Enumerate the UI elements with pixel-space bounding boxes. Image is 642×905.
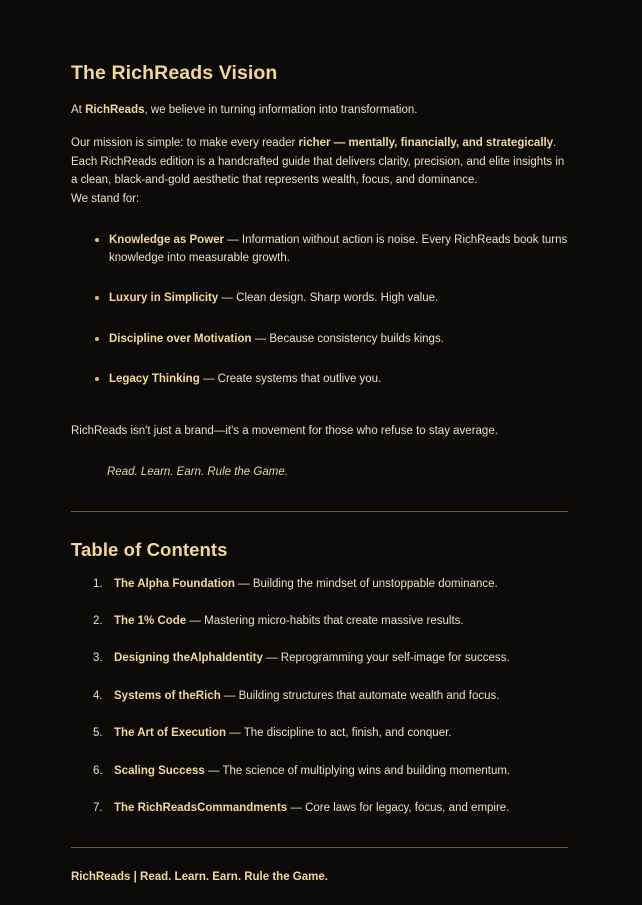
pillar-dash: — [199,373,218,386]
list-item [95,370,568,388]
toc-description: Reprogramming your self-image for success. [280,652,510,665]
tagline: Read. Learn. Earn. Rule the Game. [107,466,288,479]
pillar-title: Knowledge as Power [109,233,225,246]
mission-lead: Our mission is simple: to make every reader [71,137,299,150]
list-item[interactable] [93,575,568,593]
page-title: The RichReads Vision [71,62,278,84]
list-item[interactable] [93,612,568,630]
list-item[interactable] [93,649,568,667]
intro-before-brand: At [71,104,86,117]
toc-number: 1. [93,577,103,590]
toc-number: 5. [93,727,103,740]
toc-number: 2. [93,615,103,628]
list-item[interactable] [93,799,568,817]
bullet-dot-icon [95,337,99,341]
closing-paragraph: RichReads isn't just a brand—it's a movement for those who refuse to stay average. [71,425,498,438]
intro-paragraph [71,101,568,120]
footer-divider [71,847,568,848]
bullet-dot-icon [95,296,99,300]
toc-title: Systems of theRich [114,689,221,702]
pillar-description: Information without action is noise. Every RichReads book turns knowledge into measurable growth. [109,233,568,264]
toc-number: 4. [93,689,103,702]
toc-title: The RichReadsCommandments [114,802,288,815]
toc-list [71,575,568,818]
pillar-title: Luxury in Simplicity [109,292,219,305]
toc-description: Core laws for legacy, focus, and empire. [305,802,510,815]
pillar-dash: — [251,332,270,345]
pillar-dash: — [218,292,237,305]
list-item [95,330,568,348]
pillar-description: Because consistency builds kings. [269,332,444,345]
toc-title: The Alpha Foundation [114,577,235,590]
toc-title: Designing theAlphaIdentity [114,652,263,665]
toc-dash: — [186,615,205,628]
section-divider [71,511,568,512]
toc-dash: — [287,802,306,815]
toc-description: The science of multiplying wins and building momentum. [222,764,511,777]
toc-dash: — [204,764,223,777]
stand-for-line: We stand for: [71,192,140,205]
toc-title: The Art of Execution [114,727,227,740]
pillar-description: Clean design. Sharp words. High value. [236,292,439,305]
toc-description: Mastering micro-habits that create massive results. [204,615,464,628]
mission-emphasis: richer — mentally, financially, and strategically [298,137,554,150]
toc-heading: Table of Contents [71,539,228,561]
list-item [95,231,568,268]
list-item[interactable] [93,762,568,780]
table-of-contents-section [71,539,568,817]
pillars-list [71,231,568,389]
list-item[interactable] [93,687,568,705]
toc-number: 7. [93,802,103,815]
toc-number: 3. [93,652,103,665]
brand-name: RichReads [85,104,145,117]
toc-dash: — [262,652,281,665]
pillar-description: Create systems that outlive you. [217,373,382,386]
toc-number: 6. [93,764,103,777]
toc-title: The 1% Code [114,615,187,628]
bullet-dot-icon [95,377,99,381]
footer-text: RichReads | Read. Learn. Earn. Rule the Game. [71,871,328,884]
pillar-dash: — [224,233,242,246]
mission-paragraph [71,134,568,209]
toc-dash: — [226,727,244,740]
mission-rest: . Each RichReads edition is a handcrafted guide that delivers clarity, precision, and elite insights in a clean, black-and-gold aesthetic that represents wealth, focus, and dominance. [71,137,565,187]
list-item[interactable] [93,724,568,742]
pillar-title: Discipline over Motivation [109,332,252,345]
list-item [95,289,568,307]
toc-description: Building the mindset of unstoppable dominance. [252,577,498,590]
pillar-title: Legacy Thinking [109,373,200,386]
toc-dash: — [220,689,239,702]
toc-title: Scaling Success [114,764,205,777]
toc-dash: — [234,577,253,590]
toc-description: The discipline to act, finish, and conquer. [243,727,452,740]
bullet-dot-icon [95,238,99,242]
toc-description: Building structures that automate wealth and focus. [238,689,500,702]
intro-after-brand: , we believe in turning information into transformation. [144,104,418,117]
